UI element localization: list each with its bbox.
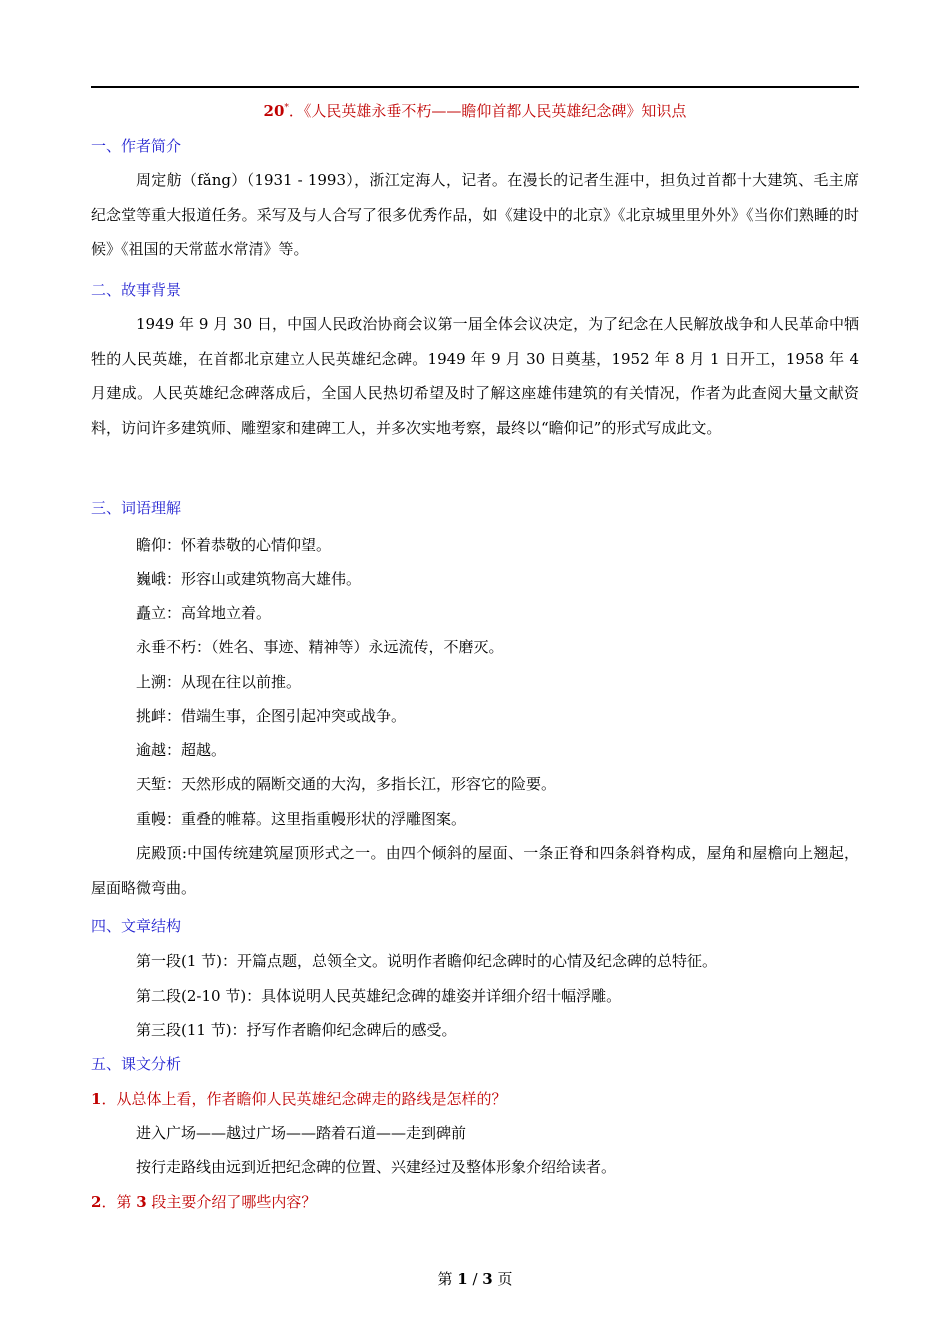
page-footer	[0, 1267, 950, 1291]
title-number: 20	[263, 102, 285, 120]
vocab-item-long: 庑殿顶:中国传统建筑屋顶形式之一。由四个倾斜的屋面、一条正脊和四条斜脊构成，屋角和屋檐向上翘起，屋面略微弯曲。	[91, 844, 859, 897]
footer-sep: /	[467, 1270, 483, 1288]
footer-current-page: 1	[457, 1270, 468, 1288]
vocab-item: 天堑：天然形成的隔断交通的大沟，多指长江，形容它的险要。	[136, 775, 557, 793]
section-heading-vocabulary: 三、词语理解	[91, 499, 182, 517]
section-heading-background: 二、故事背景	[91, 281, 182, 299]
question-2-number: 2	[91, 1193, 102, 1211]
footer-post: 页	[492, 1270, 513, 1288]
vocab-item: 逾越：超越。	[136, 741, 227, 759]
vocab-item: 矗立：高耸地立着。	[136, 604, 272, 622]
top-rule	[91, 86, 859, 88]
question-2-pre: ．第	[101, 1193, 137, 1211]
question-2-bold: 3	[136, 1193, 147, 1211]
vocab-item: 挑衅：借端生事，企图引起冲突或战争。	[136, 707, 407, 725]
structure-item: 第三段(11 节)：抒写作者瞻仰纪念碑后的感受。	[136, 1021, 457, 1039]
vocab-item: 巍峨：形容山或建筑物高大雄伟。	[136, 570, 362, 588]
section-heading-structure: 四、文章结构	[91, 917, 182, 935]
question-1	[91, 1087, 506, 1111]
title-text: ．《人民英雄永垂不朽——瞻仰首都人民英雄纪念碑》知识点	[288, 102, 687, 120]
answer-line: 进入广场——越过广场——踏着石道——走到碑前	[136, 1124, 467, 1142]
section-heading-author: 一、作者简介	[91, 137, 182, 155]
author-paragraph: 周定舫（fǎng）（1931 - 1993），浙江定海人，记者。在漫长的记者生涯中，担负过首都十大建筑、毛主席纪念堂等重大报道任务。采写及与人合写了很多优秀作品，如《建设中的北京》《北京城里里外外》《当你们熟睡的时候》《祖国的天常蓝水常清》等。	[91, 171, 859, 258]
structure-item: 第一段(1 节)：开篇点题，总领全文。说明作者瞻仰纪念碑时的心情及纪念碑的总特征。	[136, 952, 718, 970]
footer-total-pages: 3	[482, 1270, 493, 1288]
vocab-item: 瞻仰：怀着恭敬的心情仰望。	[136, 536, 332, 554]
structure-item: 第二段(2-10 节)：具体说明人民英雄纪念碑的雄姿并详细介绍十幅浮雕。	[136, 987, 622, 1005]
question-2-post: 段主要介绍了哪些内容？	[146, 1193, 317, 1211]
question-1-number: 1	[91, 1090, 102, 1108]
vocab-item: 上溯：从现在往以前推。	[136, 673, 302, 691]
footer-pre: 第	[437, 1270, 458, 1288]
background-paragraph: 1949 年 9 月 30 日，中国人民政治协商会议第一届全体会议决定，为了纪念在人民解放战争和人民革命中牺牲的人民英雄，在首都北京建立人民英雄纪念碑。1949 年 9 月 30 日奠基，1952 年 8 月 1 日开工，1958 年 4 月建成。人民英雄纪念碑落成后，全国人民热切希望及时了解这座雄伟建筑的有关情况，作者为此查阅大量文献资料，访问许多建筑师、雕塑家和建碑工人，并多次实地考察，最终以“瞻仰记”的形式写成此文。	[91, 315, 859, 437]
vocab-item: 永垂不朽：（姓名、事迹、精神等）永远流传，不磨灭。	[136, 638, 504, 656]
question-1-text: ．从总体上看，作者瞻仰人民英雄纪念碑走的路线是怎样的？	[101, 1090, 507, 1108]
answer-line: 按行走路线由远到近把纪念碑的位置、兴建经过及整体形象介绍给读者。	[136, 1158, 617, 1176]
vocab-item: 重幔：重叠的帷幕。这里指重幔形状的浮雕图案。	[136, 810, 467, 828]
page-title	[91, 99, 859, 123]
question-2	[91, 1190, 316, 1214]
section-heading-analysis: 五、课文分析	[91, 1055, 182, 1073]
title-star: *	[284, 103, 289, 113]
